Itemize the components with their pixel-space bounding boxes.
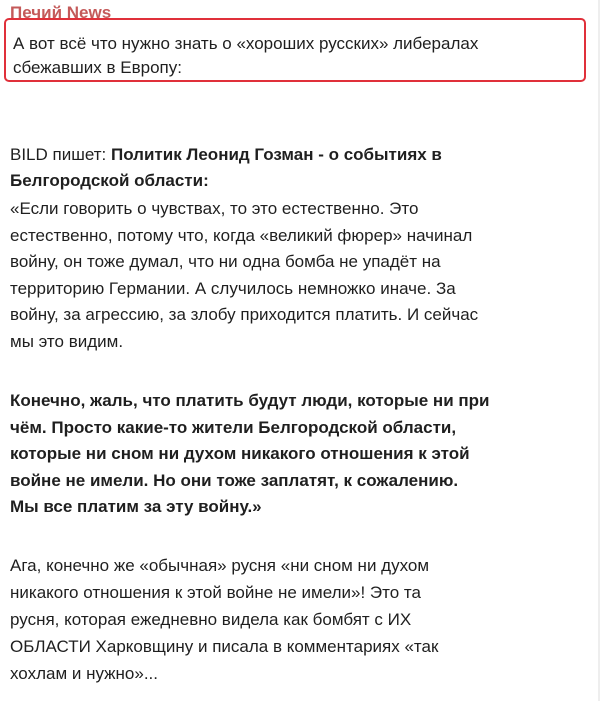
source-prefix: BILD пишет: bbox=[10, 145, 111, 164]
headline: Политик Леонид Гозман - о событиях в Белгородской области: bbox=[10, 145, 442, 190]
channel-name[interactable]: Печий News bbox=[10, 3, 112, 18]
quote-paragraph-2: Конечно, жаль, что платить будут люди, которые ни при чём. Просто какие-то жители Белгородской области, которые ни сном ни духом никакого отношения к этой войне не имели. Но они тоже заплатят, к сожалению. Мы все платим за эту войну.» bbox=[10, 391, 490, 517]
commentary-paragraph: Ага, конечно же «обычная» русня «ни сном ни духом никакого отношения к этой войне не имели»! Это та русня, которая ежедневно видела как бомбят с ИХ ОБЛАСТИ Харковщину и писала в комментариях «так хохлам и нужно»... bbox=[10, 556, 439, 683]
quote-paragraph-1: «Если говорить о чувствах, то это естественно. Это естественно, потому что, когда «великий фюрер» начинал войну, он тоже думал, что ни одна бомба не упадёт на территорию Германии. А случилось немножко иначе. За войну, за агрессию, за злобу приходится платить. И сейчас мы это видим. bbox=[10, 199, 479, 351]
intro-text: А вот всё что нужно знать о «хороших русских» либералах сбежавших в Европу: bbox=[13, 34, 479, 77]
source-line bbox=[10, 116, 588, 194]
highlighted-intro bbox=[4, 18, 586, 82]
